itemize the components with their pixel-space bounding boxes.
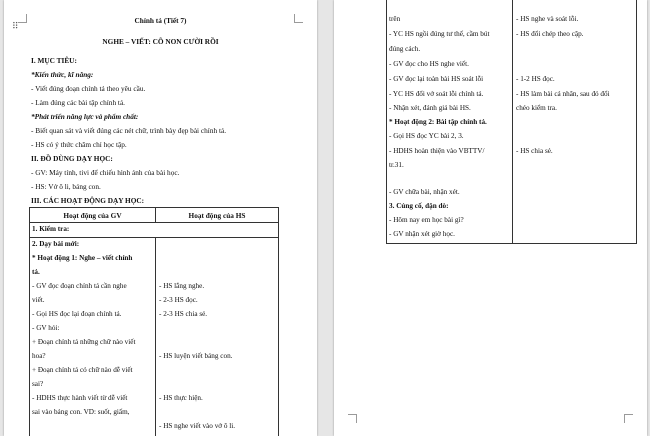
table-cell-text: - GV nhận xét giờ học.: [389, 230, 455, 238]
table-cell-text: 2. Dạy bài mới:: [32, 240, 80, 248]
table-cell-text: - Hôm nay em học bài gì?: [389, 216, 464, 224]
activities-table-continued: [386, 0, 637, 244]
section-heading: III. CÁC HOẠT ĐỘNG DẠY HỌC:: [31, 196, 145, 205]
paragraph-line: - Viết đúng đoạn chính tả theo yêu cầu.: [31, 84, 146, 93]
table-cell-text: trên: [389, 15, 401, 23]
table-cell-text: - GV đọc lại toàn bài HS soát lỗi: [389, 75, 484, 83]
table-cell-text: - Nhận xét, đánh giá bài HS.: [389, 104, 471, 112]
table-cell-text: tr.31.: [389, 161, 404, 169]
table-cell-text: - GV hỏi:: [32, 324, 60, 332]
table-header-gv: Hoạt động của GV: [30, 208, 156, 223]
table-cell-text: + Đoạn chính tả những chữ nào viết: [32, 338, 136, 346]
table-cell-text: + Đoạn chính tả có chữ nào dễ viết: [32, 366, 133, 374]
table-cell-text: - HS thực hiện.: [159, 394, 203, 402]
table-cell-text: - YC HS ngồi đúng tư thế, cầm bút: [389, 30, 490, 38]
table-cell-text: - HS nghe viết vào vở ô li.: [159, 422, 236, 430]
table-cell-text: - HS nghe và soát lỗi.: [516, 15, 579, 23]
margin-corner-mark: [348, 414, 357, 423]
paragraph-line: - Làm đúng các bài tập chính tả.: [31, 98, 126, 107]
table-cell-text: 3. Củng cố, dặn dò:: [389, 202, 449, 210]
table-cell-text: sai?: [32, 380, 44, 388]
table-header-hs: Hoạt động của HS: [156, 208, 279, 223]
table-cell-text: - GV đọc đoạn chính tả cần nghe: [32, 282, 127, 290]
table-cell-text: - 2-3 HS đọc.: [159, 296, 198, 304]
table-cell-text: - 1-2 HS đọc.: [516, 75, 555, 83]
table-cell-text: hoa?: [32, 352, 46, 360]
lesson-title: Chính tả (Tiết 7): [134, 16, 187, 25]
table-cell-text: - Gọi HS đọc YC bài 2, 3.: [389, 132, 464, 140]
subsection-heading: *Kiến thức, kĩ năng:: [31, 70, 94, 79]
margin-corner-mark: [624, 414, 633, 423]
table-cell-text: tả.: [32, 268, 40, 276]
activities-table: [29, 207, 279, 436]
table-cell-text: - Gọi HS đọc lại đoạn chính tả.: [32, 310, 122, 318]
table-cell-text: - HDHS thực hành viết từ dễ viết: [32, 394, 128, 402]
table-cell-text: - GV chữa bài, nhận xét.: [389, 188, 460, 196]
table-cell-text: - YC HS đổi vở soát lỗi chính tả.: [389, 90, 484, 98]
table-cell-text: - HS đổi chép theo cặp.: [516, 30, 584, 38]
table-cell-text: * Hoạt động 1: Nghe – viết chính: [32, 254, 133, 262]
drag-handle-icon[interactable]: ⠿: [12, 21, 20, 31]
table-cell-text: - HS luyện viết bảng con.: [159, 352, 233, 360]
table-cell-text: - HS lắng nghe.: [159, 282, 205, 290]
lesson-subtitle: NGHE – VIẾT: CÕ NON CƯỜI RỒI: [102, 37, 219, 46]
table-cell-text: chéo kiểm tra.: [516, 104, 557, 112]
section-heading: II. ĐỒ DÙNG DẠY HỌC:: [31, 154, 113, 163]
table-cell-text: - HS làm bài cá nhân, sau đó đổi: [516, 90, 610, 98]
table-cell-text: viết.: [32, 296, 45, 304]
document-page-2: [334, 0, 647, 436]
table-cell-text: - HS chia sẻ.: [516, 147, 553, 155]
table-cell-text: đúng cách.: [389, 45, 421, 53]
document-page-1: [4, 0, 317, 436]
table-cell-text: - 2-3 HS chia sẻ.: [159, 310, 208, 318]
table-cell-text: * Hoạt động 2: Bài tập chính tả.: [389, 118, 487, 126]
table-cell-text: sai vào bảng con. VD: suốt, giấm,: [32, 408, 130, 416]
paragraph-line: - Biết quan sát và viết đúng các nét chữ, trình bày đẹp bài chính tả.: [31, 126, 227, 135]
paragraph-line: - GV: Máy tính, tivi để chiếu hình ảnh của bài học.: [31, 168, 180, 177]
section-heading: I. MỤC TIÊU:: [31, 56, 77, 65]
table-cell-text: 1. Kiểm tra:: [32, 225, 70, 233]
paragraph-line: - HS: Vở ô li, bảng con.: [31, 182, 101, 191]
paragraph-line: - HS có ý thức chăm chỉ học tập.: [31, 140, 127, 149]
table-cell-text: - HDHS hoàn thiện vào VBTTV/: [389, 147, 485, 155]
table-cell-text: - GV đọc cho HS nghe viết.: [389, 60, 469, 68]
subsection-heading: *Phát triển năng lực và phẩm chất:: [31, 112, 139, 121]
